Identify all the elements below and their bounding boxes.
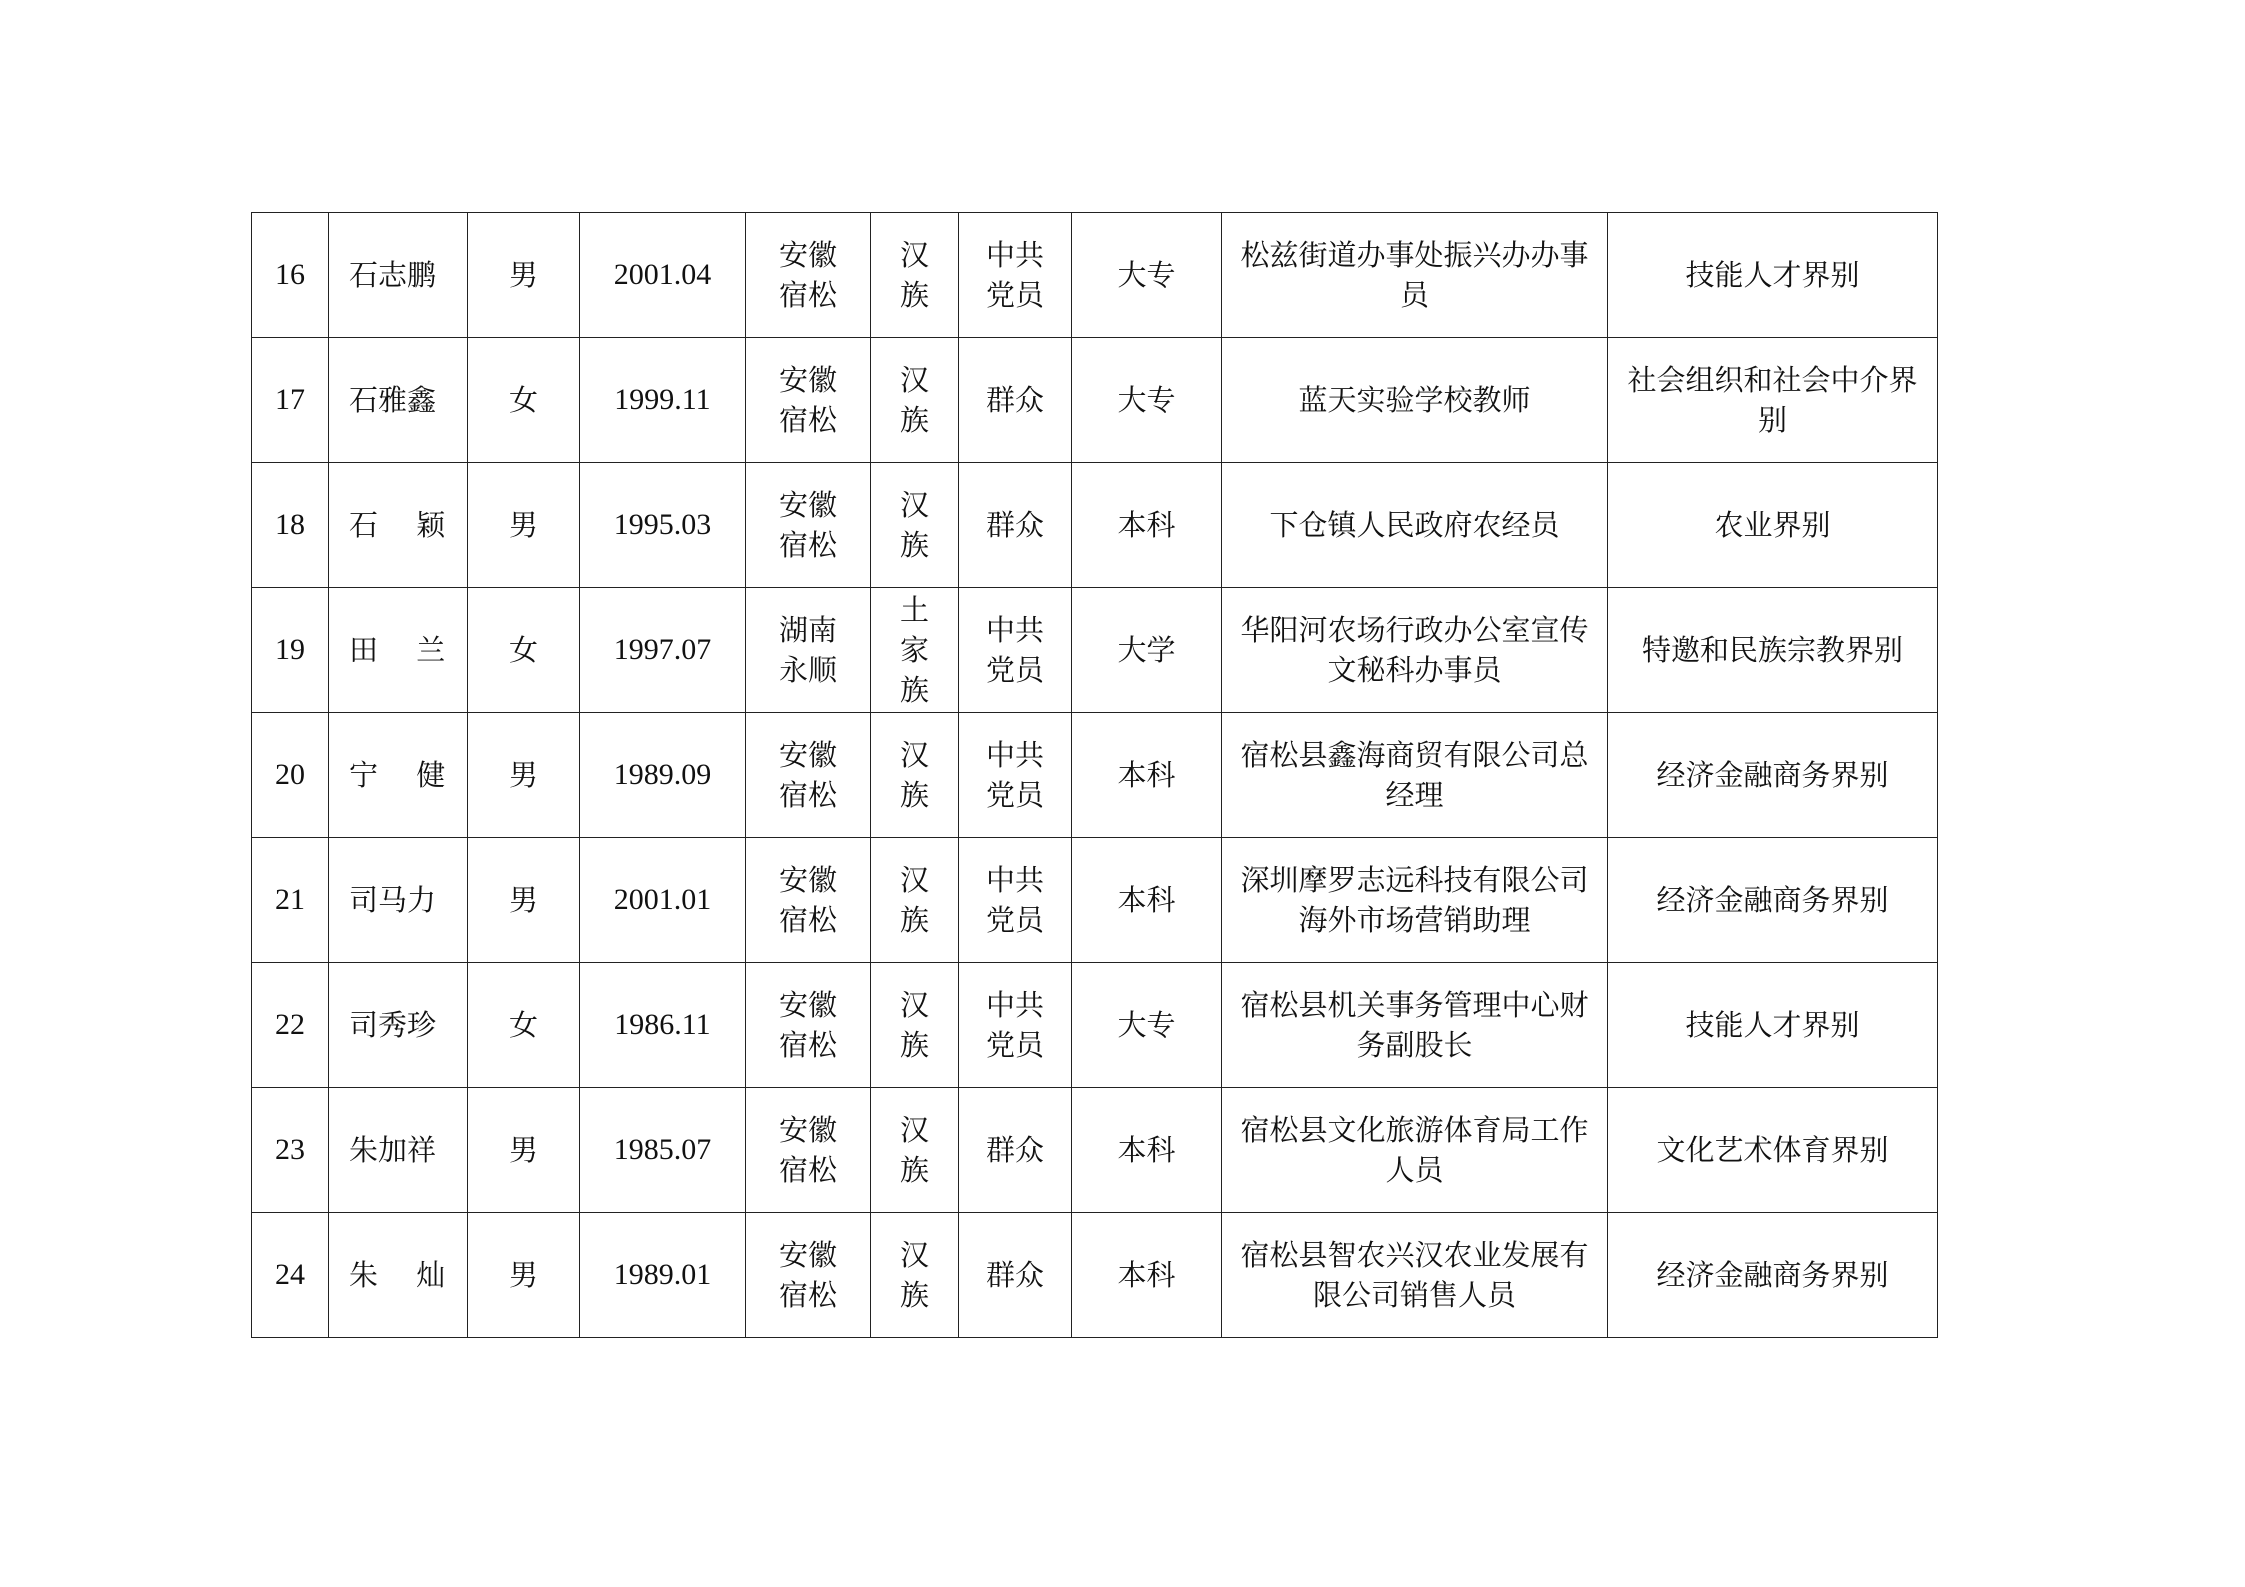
- table-row: [252, 338, 1938, 463]
- native-place-cell: 安徽 宿松: [746, 338, 871, 463]
- row-number: 23: [252, 1088, 329, 1213]
- name-cell: 宁 健: [329, 713, 468, 838]
- political-status-cell: 中共 党员: [959, 838, 1072, 963]
- education-cell: 本科: [1072, 838, 1222, 963]
- position-cell: 宿松县鑫海商贸有限公司总经理: [1222, 713, 1608, 838]
- sector-cell: 经济金融商务界别: [1608, 1213, 1938, 1338]
- sector-cell: 文化艺术体育界别: [1608, 1088, 1938, 1213]
- sector-cell: 特邀和民族宗教界别: [1608, 588, 1938, 713]
- birth-date-cell: 2001.01: [580, 838, 746, 963]
- row-number: 20: [252, 713, 329, 838]
- position-cell: 深圳摩罗志远科技有限公司海外市场营销助理: [1222, 838, 1608, 963]
- ethnicity-cell: 汉 族: [871, 338, 959, 463]
- political-status-cell: 中共 党员: [959, 588, 1072, 713]
- position-cell: 宿松县机关事务管理中心财务副股长: [1222, 963, 1608, 1088]
- table-row: [252, 838, 1938, 963]
- birth-date-cell: 2001.04: [580, 213, 746, 338]
- row-number: 21: [252, 838, 329, 963]
- name-cell: 石雅鑫: [329, 338, 468, 463]
- gender-cell: 女: [468, 588, 580, 713]
- gender-cell: 男: [468, 1088, 580, 1213]
- political-status-cell: 中共 党员: [959, 213, 1072, 338]
- education-cell: 本科: [1072, 463, 1222, 588]
- gender-cell: 男: [468, 838, 580, 963]
- birth-date-cell: 1989.01: [580, 1213, 746, 1338]
- name-cell: 司马力: [329, 838, 468, 963]
- name-cell: 朱 灿: [329, 1213, 468, 1338]
- education-cell: 本科: [1072, 1088, 1222, 1213]
- gender-cell: 男: [468, 213, 580, 338]
- row-number: 17: [252, 338, 329, 463]
- gender-cell: 男: [468, 463, 580, 588]
- table-row: [252, 588, 1938, 713]
- sector-cell: 技能人才界别: [1608, 213, 1938, 338]
- sector-cell: 农业界别: [1608, 463, 1938, 588]
- row-number: 18: [252, 463, 329, 588]
- table-row: [252, 213, 1938, 338]
- education-cell: 本科: [1072, 713, 1222, 838]
- ethnicity-cell: 汉 族: [871, 463, 959, 588]
- table-row: [252, 1213, 1938, 1338]
- native-place-cell: 安徽 宿松: [746, 1088, 871, 1213]
- gender-cell: 男: [468, 713, 580, 838]
- ethnicity-cell: 汉 族: [871, 213, 959, 338]
- table-row: [252, 713, 1938, 838]
- political-status-cell: 中共 党员: [959, 713, 1072, 838]
- political-status-cell: 群众: [959, 1088, 1072, 1213]
- sector-cell: 社会组织和社会中介界别: [1608, 338, 1938, 463]
- ethnicity-cell: 土 家 族: [871, 588, 959, 713]
- birth-date-cell: 1989.09: [580, 713, 746, 838]
- native-place-cell: 安徽 宿松: [746, 838, 871, 963]
- name-cell: 石 颖: [329, 463, 468, 588]
- position-cell: 下仓镇人民政府农经员: [1222, 463, 1608, 588]
- native-place-cell: 安徽 宿松: [746, 713, 871, 838]
- native-place-cell: 湖南 永顺: [746, 588, 871, 713]
- table-row: [252, 963, 1938, 1088]
- education-cell: 大专: [1072, 213, 1222, 338]
- gender-cell: 女: [468, 963, 580, 1088]
- ethnicity-cell: 汉 族: [871, 1088, 959, 1213]
- education-cell: 大专: [1072, 963, 1222, 1088]
- sector-cell: 经济金融商务界别: [1608, 713, 1938, 838]
- political-status-cell: 群众: [959, 1213, 1072, 1338]
- native-place-cell: 安徽 宿松: [746, 1213, 871, 1338]
- name-cell: 朱加祥: [329, 1088, 468, 1213]
- birth-date-cell: 1986.11: [580, 963, 746, 1088]
- education-cell: 大学: [1072, 588, 1222, 713]
- ethnicity-cell: 汉 族: [871, 713, 959, 838]
- row-number: 24: [252, 1213, 329, 1338]
- roster-body: [252, 213, 1938, 1338]
- gender-cell: 女: [468, 338, 580, 463]
- name-cell: 田 兰: [329, 588, 468, 713]
- ethnicity-cell: 汉 族: [871, 963, 959, 1088]
- birth-date-cell: 1985.07: [580, 1088, 746, 1213]
- position-cell: 宿松县文化旅游体育局工作人员: [1222, 1088, 1608, 1213]
- birth-date-cell: 1997.07: [580, 588, 746, 713]
- education-cell: 本科: [1072, 1213, 1222, 1338]
- native-place-cell: 安徽 宿松: [746, 463, 871, 588]
- ethnicity-cell: 汉 族: [871, 1213, 959, 1338]
- education-cell: 大专: [1072, 338, 1222, 463]
- roster-table: [251, 212, 1938, 1338]
- table-row: [252, 463, 1938, 588]
- political-status-cell: 群众: [959, 463, 1072, 588]
- row-number: 19: [252, 588, 329, 713]
- position-cell: 华阳河农场行政办公室宣传文秘科办事员: [1222, 588, 1608, 713]
- row-number: 22: [252, 963, 329, 1088]
- name-cell: 司秀珍: [329, 963, 468, 1088]
- table-row: [252, 1088, 1938, 1213]
- birth-date-cell: 1999.11: [580, 338, 746, 463]
- birth-date-cell: 1995.03: [580, 463, 746, 588]
- position-cell: 宿松县智农兴汉农业发展有限公司销售人员: [1222, 1213, 1608, 1338]
- sector-cell: 经济金融商务界别: [1608, 838, 1938, 963]
- position-cell: 松兹街道办事处振兴办办事员: [1222, 213, 1608, 338]
- native-place-cell: 安徽 宿松: [746, 213, 871, 338]
- gender-cell: 男: [468, 1213, 580, 1338]
- row-number: 16: [252, 213, 329, 338]
- name-cell: 石志鹏: [329, 213, 468, 338]
- sector-cell: 技能人才界别: [1608, 963, 1938, 1088]
- position-cell: 蓝天实验学校教师: [1222, 338, 1608, 463]
- political-status-cell: 中共 党员: [959, 963, 1072, 1088]
- political-status-cell: 群众: [959, 338, 1072, 463]
- native-place-cell: 安徽 宿松: [746, 963, 871, 1088]
- ethnicity-cell: 汉 族: [871, 838, 959, 963]
